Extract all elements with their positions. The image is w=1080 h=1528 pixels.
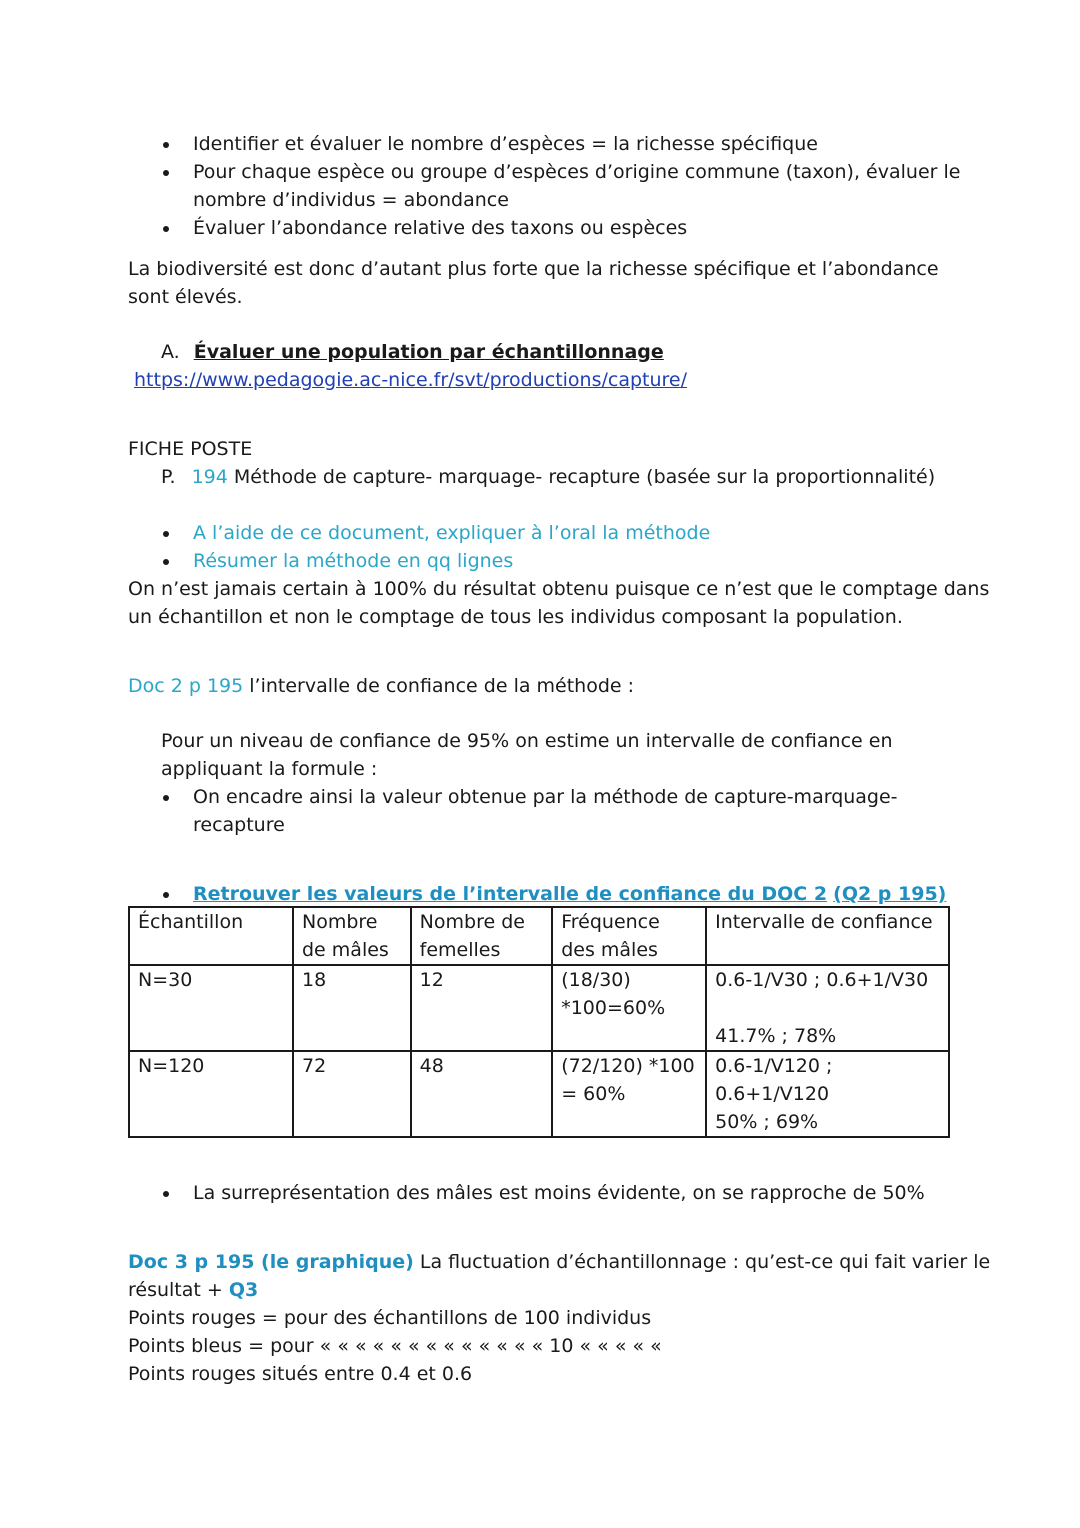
table-header-cell: Fréquence des mâles: [552, 907, 706, 965]
table-row: [129, 965, 949, 1051]
bullet-dot: [163, 170, 169, 176]
table-cell-females: 12: [411, 965, 553, 1051]
table-header-cell: Nombre de femelles: [411, 907, 553, 965]
doc3-ref: Doc 3 p 195 (le graphique): [128, 1251, 414, 1273]
fiche-page-prefix: P.: [161, 466, 176, 488]
fiche-task-1: A l’aide de ce document, expliquer à l’oral la méthode: [193, 522, 711, 544]
table-header-cell: Échantillon: [129, 907, 293, 965]
fiche-description: Méthode de capture- marquage- recapture (basée sur la proportionnalité): [233, 466, 936, 488]
table-cell-males: 18: [293, 965, 411, 1051]
table-row: [129, 1051, 949, 1137]
doc2-ref: Doc 2 p 195: [128, 675, 244, 697]
intro-bullet-2-continued: nombre d’individus = abondance: [193, 189, 509, 211]
doc2-task: [193, 880, 946, 908]
table-header-row: [129, 907, 949, 965]
bullet-dot: [163, 559, 169, 565]
doc3-q-ref: Q3: [228, 1279, 259, 1301]
fiche-title: FICHE POSTE: [128, 438, 253, 460]
section-a-title: Évaluer une population par échantillonnage: [193, 341, 664, 363]
table-cell-females: 48: [411, 1051, 553, 1137]
doc3-line-2: Points bleus = pour « « « « « « « « « « « « « 10 « « « « «: [128, 1335, 662, 1357]
table-cell-interval: 0.6-1/V30 ; 0.6+1/V30 41.7% ; 78%: [706, 965, 949, 1051]
table-cell-sample: N=120: [129, 1051, 293, 1137]
doc2-bullet-line-1: On encadre ainsi la valeur obtenue par la méthode de capture-marquage-: [193, 786, 898, 808]
doc2-task-ref: (Q2 p 195): [833, 883, 947, 905]
section-a-marker: A.: [161, 341, 180, 363]
bullet-dot: [163, 142, 169, 148]
doc3-title-line-2: résultat +: [128, 1279, 223, 1301]
doc3-heading-line-1: [128, 1248, 990, 1276]
bullet-dot: [163, 226, 169, 232]
table-cell-sample: N=30: [129, 965, 293, 1051]
bullet-dot: [163, 795, 169, 801]
doc2-paragraph-line-1: Pour un niveau de confiance de 95% on estime un intervalle de confiance en: [161, 730, 893, 752]
doc3-title-line-1: La fluctuation d’échantillonnage : qu’est-ce qui fait varier le: [419, 1251, 991, 1273]
fiche-remark-line-1: On n’est jamais certain à 100% du résultat obtenu puisque ce n’est que le comptage dans: [128, 578, 990, 600]
bullet-dot: [163, 531, 169, 537]
doc2-bullet-line-2: recapture: [193, 814, 285, 836]
intro-bullet-3: Évaluer l’abondance relative des taxons ou espèces: [193, 217, 688, 239]
table-cell-frequency: (18/30) *100=60%: [552, 965, 706, 1051]
intro-bullet-2: Pour chaque espèce ou groupe d’espèces d’origine commune (taxon), évaluer le: [193, 161, 961, 183]
intro-paragraph-line-2: sont élevés.: [128, 286, 243, 308]
table-cell-interval: 0.6-1/V120 ; 0.6+1/V120 50% ; 69%: [706, 1051, 949, 1137]
doc3-heading-line-2: [128, 1276, 258, 1304]
fiche-remark-line-2: un échantillon et non le comptage de tous les individus composant la population.: [128, 606, 903, 628]
bullet-dot: [163, 1191, 169, 1197]
section-a-heading: [161, 338, 664, 366]
doc2-task-text: Retrouver les valeurs de l’intervalle de confiance du DOC 2: [193, 883, 828, 905]
table-header-cell: Intervalle de confiance: [706, 907, 949, 965]
doc3-line-3: Points rouges situés entre 0.4 et 0.6: [128, 1363, 473, 1385]
table-cell-frequency: (72/120) *100 = 60%: [552, 1051, 706, 1137]
intro-paragraph-line-1: La biodiversité est donc d’autant plus forte que la richesse spécifique et l’abondance: [128, 258, 939, 280]
conclusion-bullet: La surreprésentation des mâles est moins évidente, on se rapproche de 50%: [193, 1182, 925, 1204]
capture-link[interactable]: https://www.pedagogie.ac-nice.fr/svt/productions/capture/: [134, 369, 688, 391]
doc2-paragraph-line-2: appliquant la formule :: [161, 758, 378, 780]
confidence-table: [128, 906, 950, 1138]
doc3-line-1: Points rouges = pour des échantillons de 100 individus: [128, 1307, 652, 1329]
doc2-heading: [128, 672, 634, 700]
fiche-page-number: 194: [191, 466, 228, 488]
intro-bullet-1: Identifier et évaluer le nombre d’espèces = la richesse spécifique: [193, 133, 818, 155]
table-cell-males: 72: [293, 1051, 411, 1137]
bullet-dot: [163, 892, 169, 898]
fiche-page-line: [161, 463, 935, 491]
doc2-title: l’intervalle de confiance de la méthode :: [249, 675, 635, 697]
table-header-cell: Nombre de mâles: [293, 907, 411, 965]
fiche-task-2: Résumer la méthode en qq lignes: [193, 550, 514, 572]
